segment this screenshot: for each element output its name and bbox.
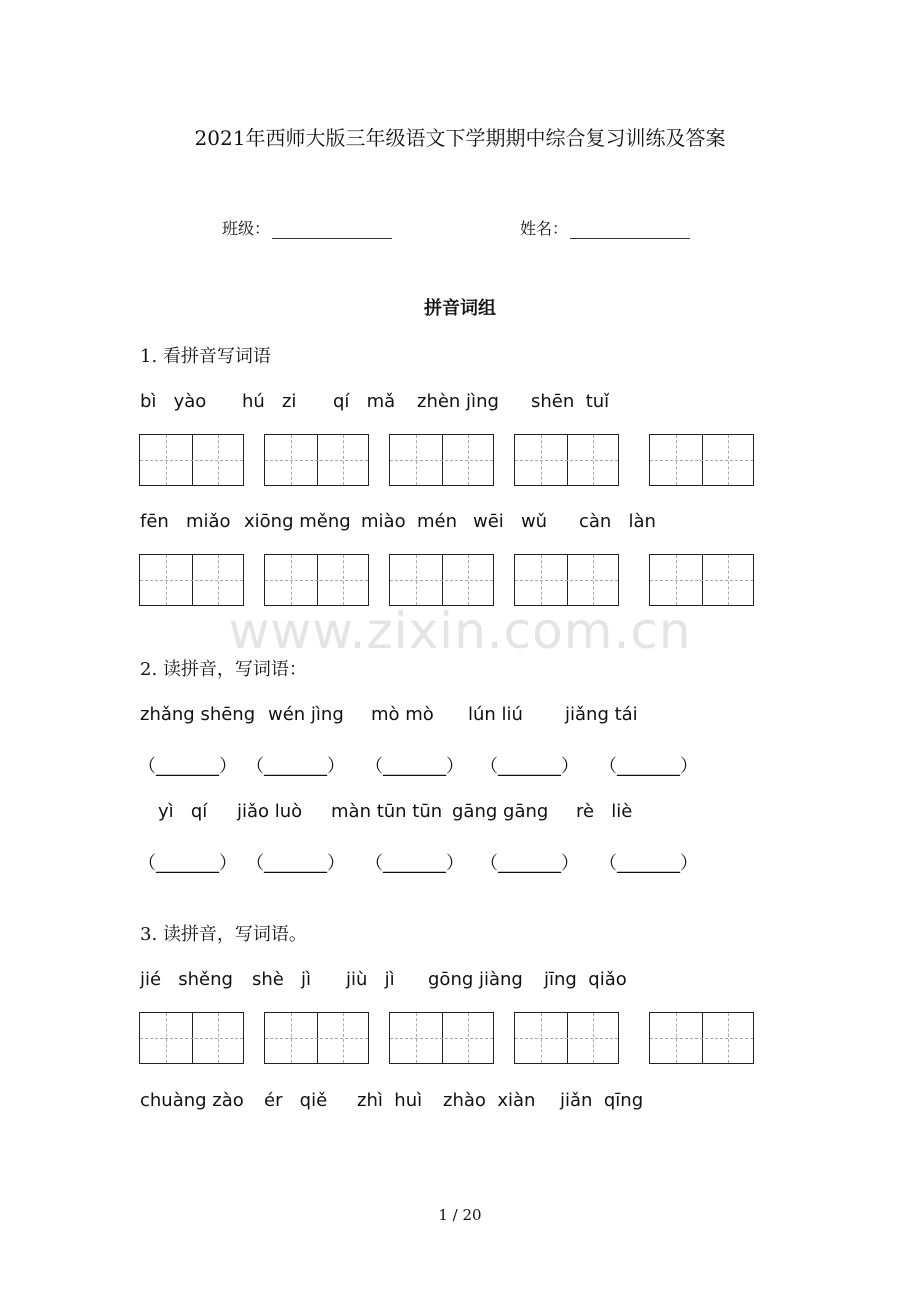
writing-box[interactable]	[514, 1012, 619, 1064]
name-field	[520, 216, 690, 239]
q3-pinyin: chuàng zào	[140, 1090, 244, 1111]
name-blank[interactable]	[570, 222, 690, 239]
answer-blank[interactable]: （_______）	[599, 853, 698, 874]
q3-pinyin: zhì huì	[357, 1090, 423, 1111]
q1-pinyin: wēi wǔ	[473, 511, 548, 532]
q1-pinyin: hú zi	[242, 391, 297, 412]
writing-box[interactable]	[139, 1012, 244, 1064]
q3-pinyin: jiǎn qīng	[560, 1090, 644, 1111]
q1-pinyin: bì yào	[140, 391, 207, 412]
q1-pinyin: zhèn jìng	[417, 391, 499, 412]
q1-pinyin: fēn miǎo	[140, 511, 231, 532]
answer-blank[interactable]: （_______）	[246, 853, 345, 874]
answer-blank[interactable]: （_______）	[365, 853, 464, 874]
answer-blank[interactable]: （_______）	[599, 756, 698, 777]
q3-pinyin: jīng qiǎo	[544, 969, 627, 990]
writing-box[interactable]	[264, 1012, 369, 1064]
page-title: 2021年西师大版三年级语文下学期期中综合复习训练及答案	[194, 126, 726, 150]
writing-box[interactable]	[264, 554, 369, 606]
q3-pinyin: jié shěng	[140, 969, 233, 990]
q2-pinyin: jiǎng tái	[565, 704, 638, 725]
answer-blank[interactable]: （_______）	[365, 756, 464, 777]
q2-pinyin: rè liè	[576, 801, 633, 822]
writing-box[interactable]	[264, 434, 369, 486]
q2-title: 2. 读拼音，写词语：	[140, 659, 307, 680]
writing-box[interactable]	[139, 434, 244, 486]
q2-pinyin: lún liú	[468, 704, 523, 725]
writing-box[interactable]	[514, 434, 619, 486]
q2-pinyin: wén jìng	[268, 704, 344, 725]
q1-pinyin: shēn tuǐ	[531, 391, 610, 412]
class-blank[interactable]	[272, 222, 392, 239]
writing-box[interactable]	[389, 434, 494, 486]
answer-blank[interactable]: （_______）	[138, 756, 237, 777]
q3-pinyin: zhào xiàn	[443, 1090, 536, 1111]
writing-box[interactable]	[649, 434, 754, 486]
writing-box[interactable]	[514, 554, 619, 606]
name-label: 姓名：	[520, 219, 569, 238]
writing-box[interactable]	[649, 554, 754, 606]
q1-title: 1. 看拼音写词语	[140, 346, 271, 367]
q1-pinyin: càn làn	[579, 511, 656, 532]
q3-title: 3. 读拼音，写词语。	[140, 924, 307, 945]
watermark: www.zixin.com.cn	[228, 602, 692, 660]
q2-pinyin: zhǎng shēng	[140, 704, 256, 725]
answer-blank[interactable]: （_______）	[480, 853, 579, 874]
writing-box[interactable]	[389, 554, 494, 606]
answer-blank[interactable]: （_______）	[138, 853, 237, 874]
q1-pinyin: miào mén	[361, 511, 458, 532]
class-label: 班级：	[222, 219, 271, 238]
writing-box[interactable]	[139, 554, 244, 606]
q1-pinyin: xiōng měng	[244, 511, 351, 532]
writing-box[interactable]	[389, 1012, 494, 1064]
q2-pinyin: màn tūn tūn	[331, 801, 443, 822]
q2-pinyin: mò mò	[371, 704, 434, 725]
q3-pinyin: shè jì	[252, 969, 312, 990]
answer-blank[interactable]: （_______）	[246, 756, 345, 777]
answer-blank[interactable]: （_______）	[480, 756, 579, 777]
q3-pinyin: gōng jiàng	[428, 969, 523, 990]
class-field	[222, 216, 392, 239]
q3-pinyin: jiù jì	[346, 969, 395, 990]
q2-pinyin: jiǎo luò	[237, 801, 303, 822]
q2-pinyin: gāng gāng	[452, 801, 549, 822]
section-heading: 拼音词组	[424, 298, 496, 319]
writing-box[interactable]	[649, 1012, 754, 1064]
q2-pinyin: yì qí	[158, 801, 208, 822]
page-number: 1 / 20	[438, 1206, 482, 1224]
q3-pinyin: ér qiě	[264, 1090, 328, 1111]
q1-pinyin: qí mǎ	[333, 391, 396, 412]
